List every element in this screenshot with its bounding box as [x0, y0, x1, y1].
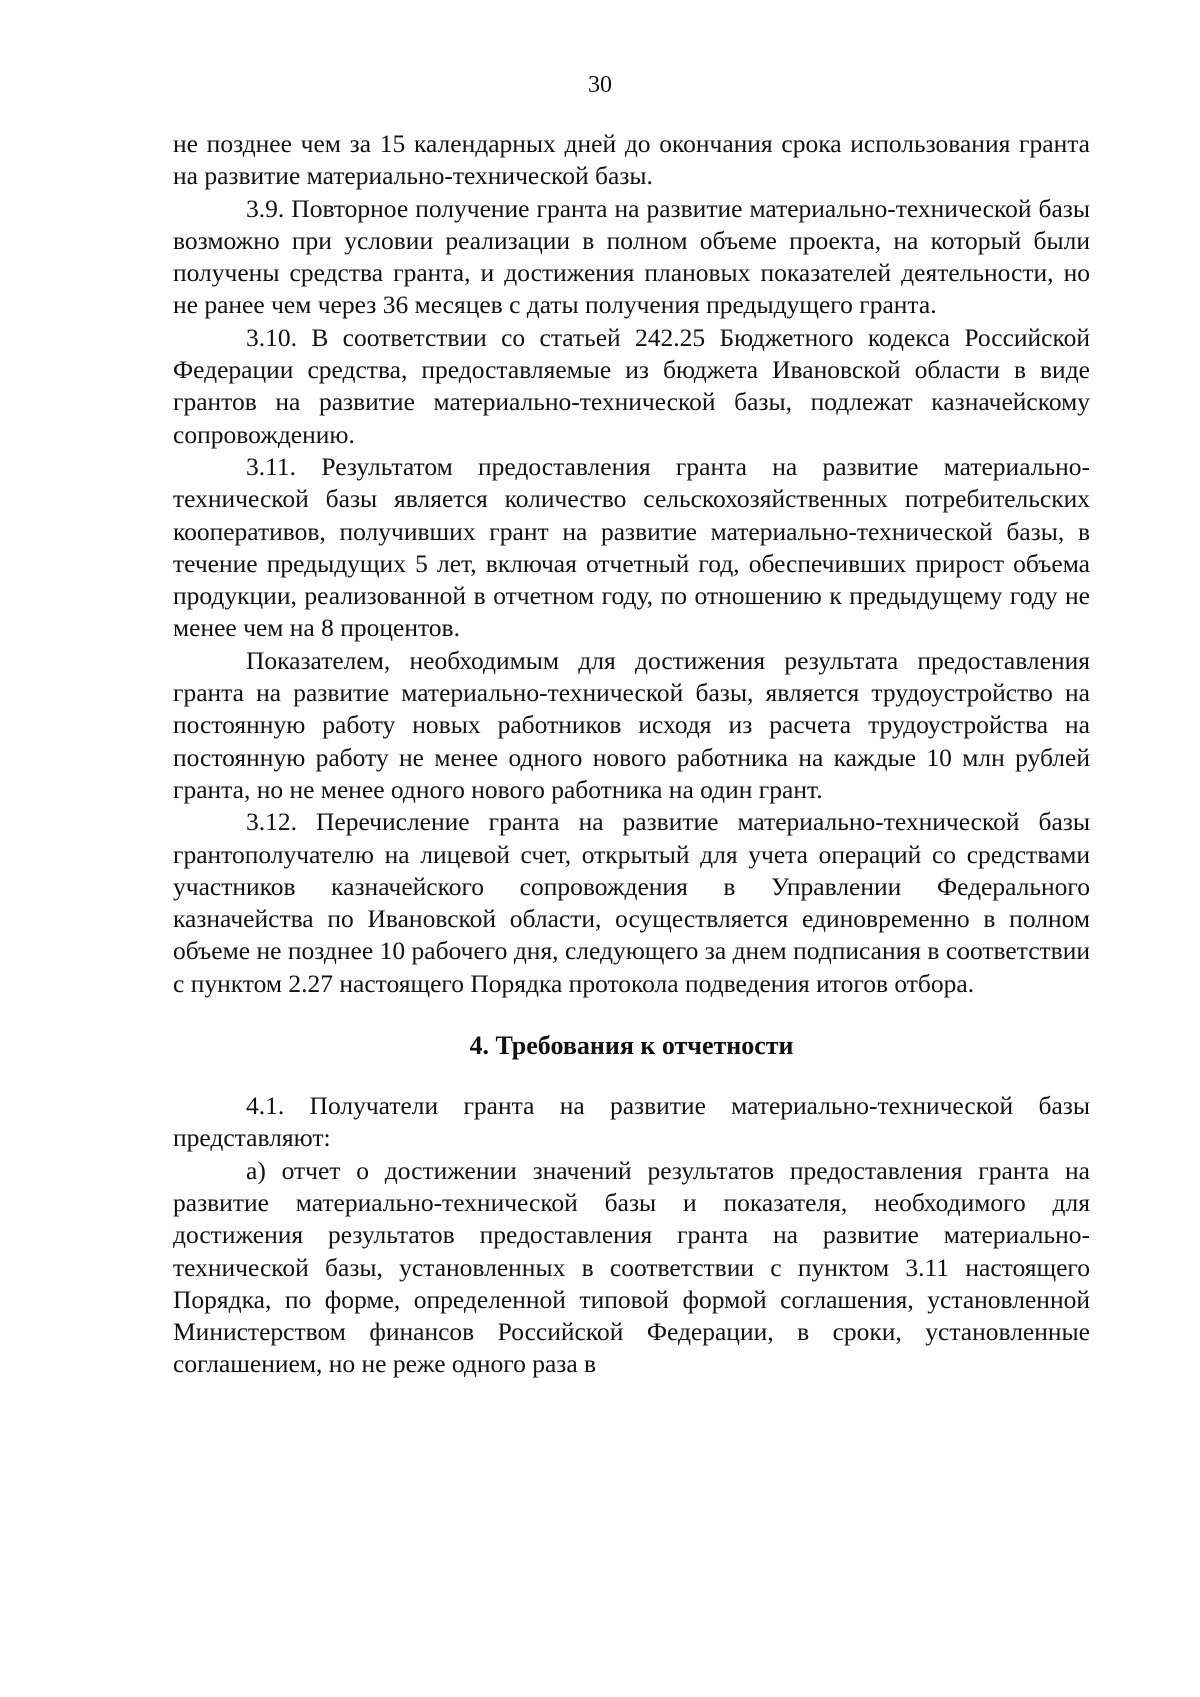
page-number: 30 [588, 72, 612, 98]
paragraph-3-9: 3.9. Повторное получение гранта на развитие материально-технической базы возможно при условии реализации в полном объеме проекта, на который были получены средства гранта, и достижения плановых показателей деятельности, но не ранее чем через 36 месяцев с даты получения предыдущего гранта. [173, 193, 1090, 320]
paragraph-4-1: 4.1. Получатели гранта на развитие материально-технической базы представляют: [173, 1091, 1090, 1153]
paragraph-3-11: 3.11. Результатом предоставления гранта на развитие материально-технической базы является количество сельскохозяйственных потребительских кооперативов, получивших грант на развитие материально-технической базы, в течение предыдущих 5 лет, включая отчетный год, обеспечивших прирост объема продукции, реализованной в отчетном году, по отношению к предыдущему году не менее чем на 8 процентов. [173, 451, 1090, 643]
paragraph-3-10: 3.10. В соответствии со статьей 242.25 Бюджетного кодекса Российской Федерации средства, предоставляемые из бюджета Ивановской области в виде грантов на развитие материально-технической базы, подлежат казначейскому сопровождению. [173, 322, 1090, 449]
paragraph-indicator: Показателем, необходимым для достижения результата предоставления гранта на развитие материально-технической базы, является трудоустройство на постоянную работу новых работников исходя из расчета трудоустройства на постоянную работу не менее одного нового работника на каждые 10 млн рублей гранта, но не менее одного нового работника на один грант. [173, 645, 1090, 804]
paragraph-3-12: 3.12. Перечисление гранта на развитие материально-технической базы грантополучателю на лицевой счет, открытый для учета операций со средствами участников казначейского сопровождения в Управлении Федерального казначейства по Ивановской области, осуществляется единовременно в полном объеме не позднее 10 рабочего дня, следующего за днем подписания в соответствии с пунктом 2.27 настоящего Порядка протокола подведения итогов отбора. [173, 807, 1090, 998]
section-heading-reporting: 4. Требования к отчетности [469, 1031, 794, 1061]
paragraph-4-1-a: а) отчет о достижении значений результатов предоставления гранта на развитие материально-технической базы и показателя, необходимого для достижения результатов предоставления гранта на развитие материально-технической базы, установленных в соответствии с пунктом 3.11 настоящего Порядка, по форме, определенной типовой формой соглашения, установленной Министерством финансов Российской Федерации, в сроки, установленные соглашением, но не реже одного раза в [173, 1155, 1090, 1379]
paragraph-continuation: не позднее чем за 15 календарных дней до окончания срока использования гранта на развитие материально-технической базы. [173, 129, 1090, 191]
document-body [173, 128, 1090, 1381]
